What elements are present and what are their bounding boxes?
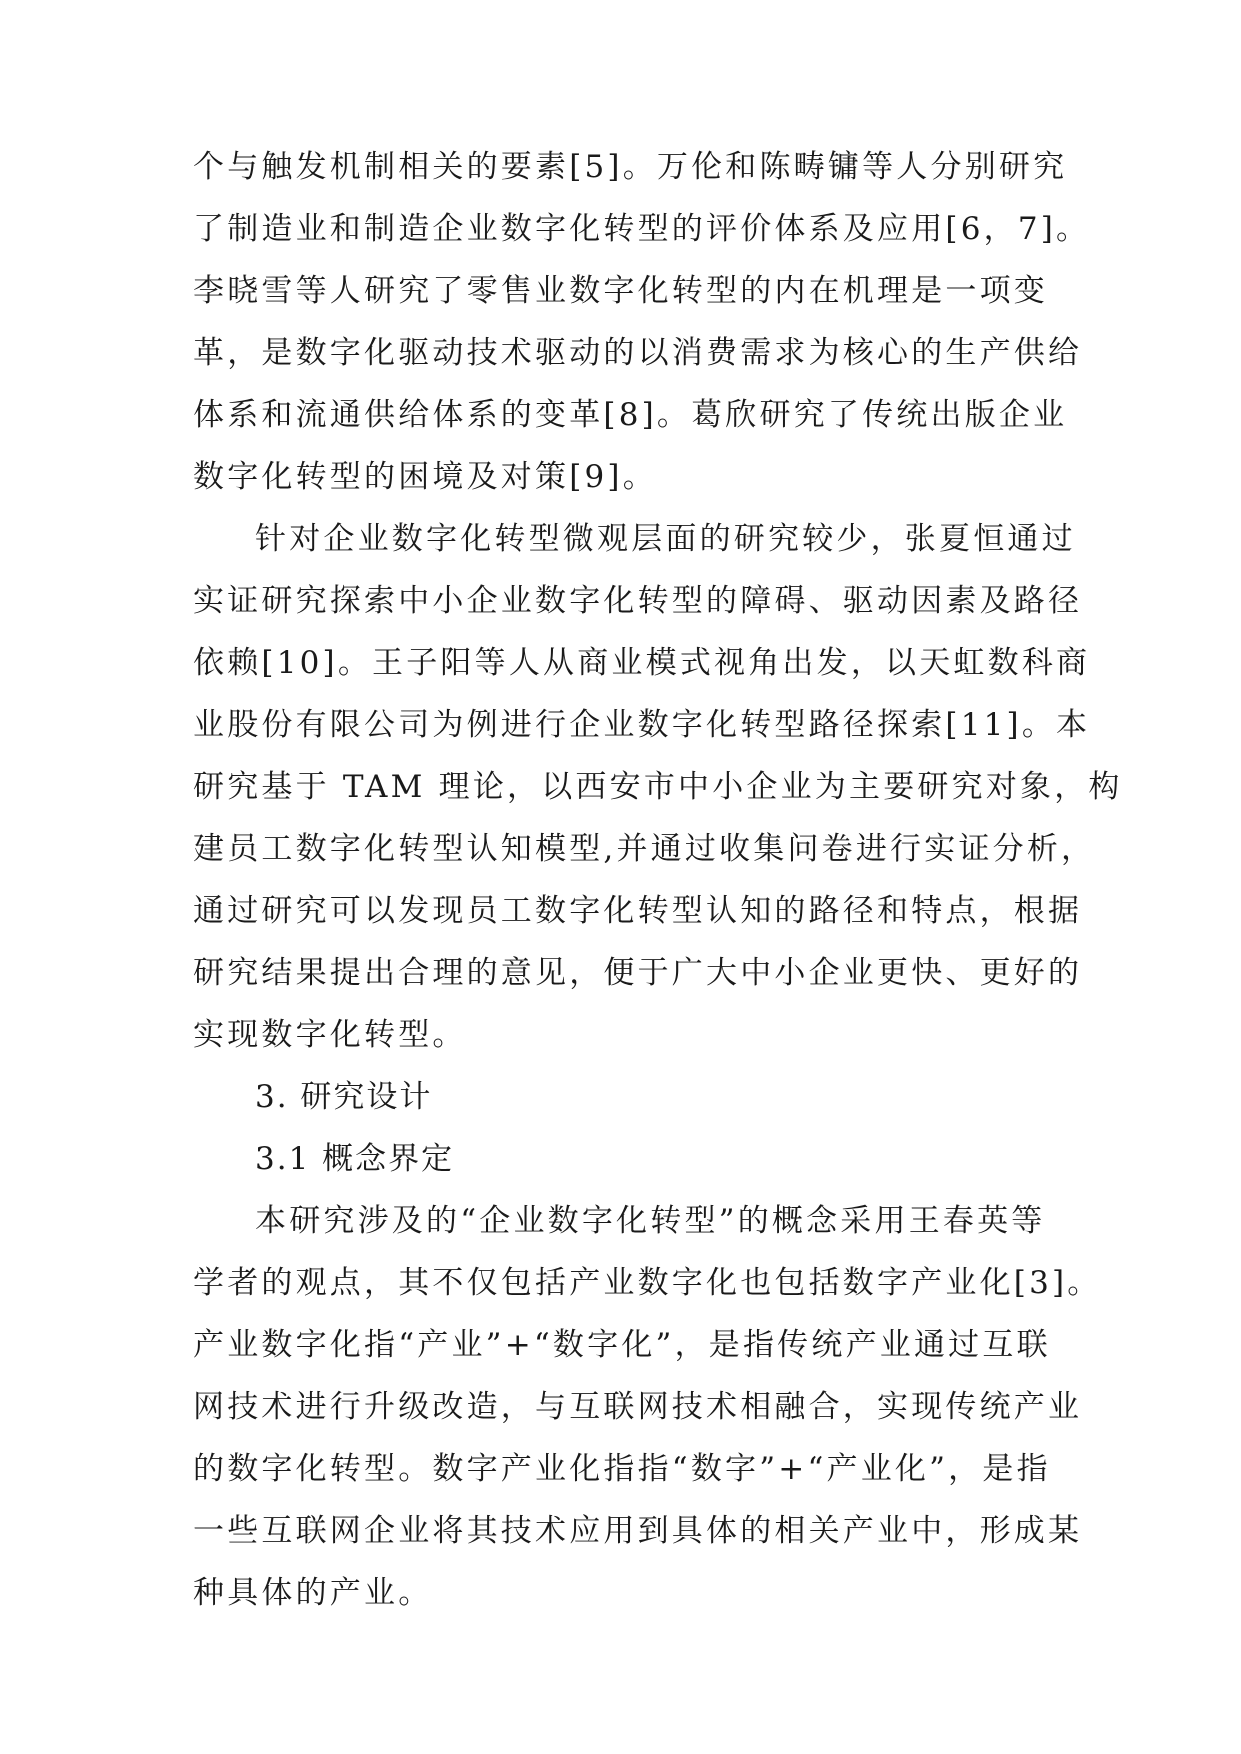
text-line: 学者的观点，其不仅包括产业数字化也包括数字产业化[3]。 [193, 1265, 1102, 1301]
text-line: 业股份有限公司为例进行企业数字化转型路径探索[11]。本 [193, 707, 1091, 743]
paragraph-first-line: 针对企业数字化转型微观层面的研究较少，张夏恒通过 [255, 521, 1076, 557]
text-line: 网技术进行升级改造，与互联网技术相融合，实现传统产业 [193, 1389, 1083, 1425]
section-heading: 3. 研究设计 [255, 1079, 433, 1115]
text-line: 研究基于 TAM 理论，以西安市中小企业为主要研究对象，构 [193, 769, 1123, 805]
text-line: 建员工数字化转型认知模型,并通过收集问卷进行实证分析， [193, 831, 1096, 867]
text-line: 种具体的产业。 [193, 1575, 433, 1611]
text-line: 李晓雪等人研究了零售业数字化转型的内在机理是一项变 [193, 273, 1048, 309]
text-line: 数字化转型的困境及对策[9]。 [193, 459, 657, 495]
text-line: 的数字化转型。数字产业化指指“数字”+“产业化”，是指 [193, 1451, 1051, 1487]
text-line: 实证研究探索中小企业数字化转型的障碍、驱动因素及路径 [193, 583, 1083, 619]
text-line: 一些互联网企业将其技术应用到具体的相关产业中，形成某 [193, 1513, 1083, 1549]
text-line: 革，是数字化驱动技术驱动的以消费需求为核心的生产供给 [193, 335, 1083, 371]
text-line: 实现数字化转型。 [193, 1017, 467, 1053]
text-line: 依赖[10]。王子阳等人从商业模式视角出发，以天虹数科商 [193, 645, 1091, 681]
paragraph-first-line: 本研究涉及的“企业数字化转型”的概念采用王春英等 [255, 1203, 1046, 1239]
text-line: 产业数字化指“产业”+“数字化”，是指传统产业通过互联 [193, 1327, 1051, 1363]
text-line: 了制造业和制造企业数字化转型的评价体系及应用[6，7]。 [193, 211, 1091, 247]
subsection-heading: 3.1 概念界定 [255, 1141, 455, 1177]
text-line: 研究结果提出合理的意见，便于广大中小企业更快、更好的 [193, 955, 1083, 991]
text-line: 体系和流通供给体系的变革[8]。葛欣研究了传统出版企业 [193, 397, 1068, 433]
text-line: 通过研究可以发现员工数字化转型认知的路径和特点，根据 [193, 893, 1083, 929]
text-line: 个与触发机制相关的要素[5]。万伦和陈畴镛等人分别研究 [193, 149, 1068, 185]
